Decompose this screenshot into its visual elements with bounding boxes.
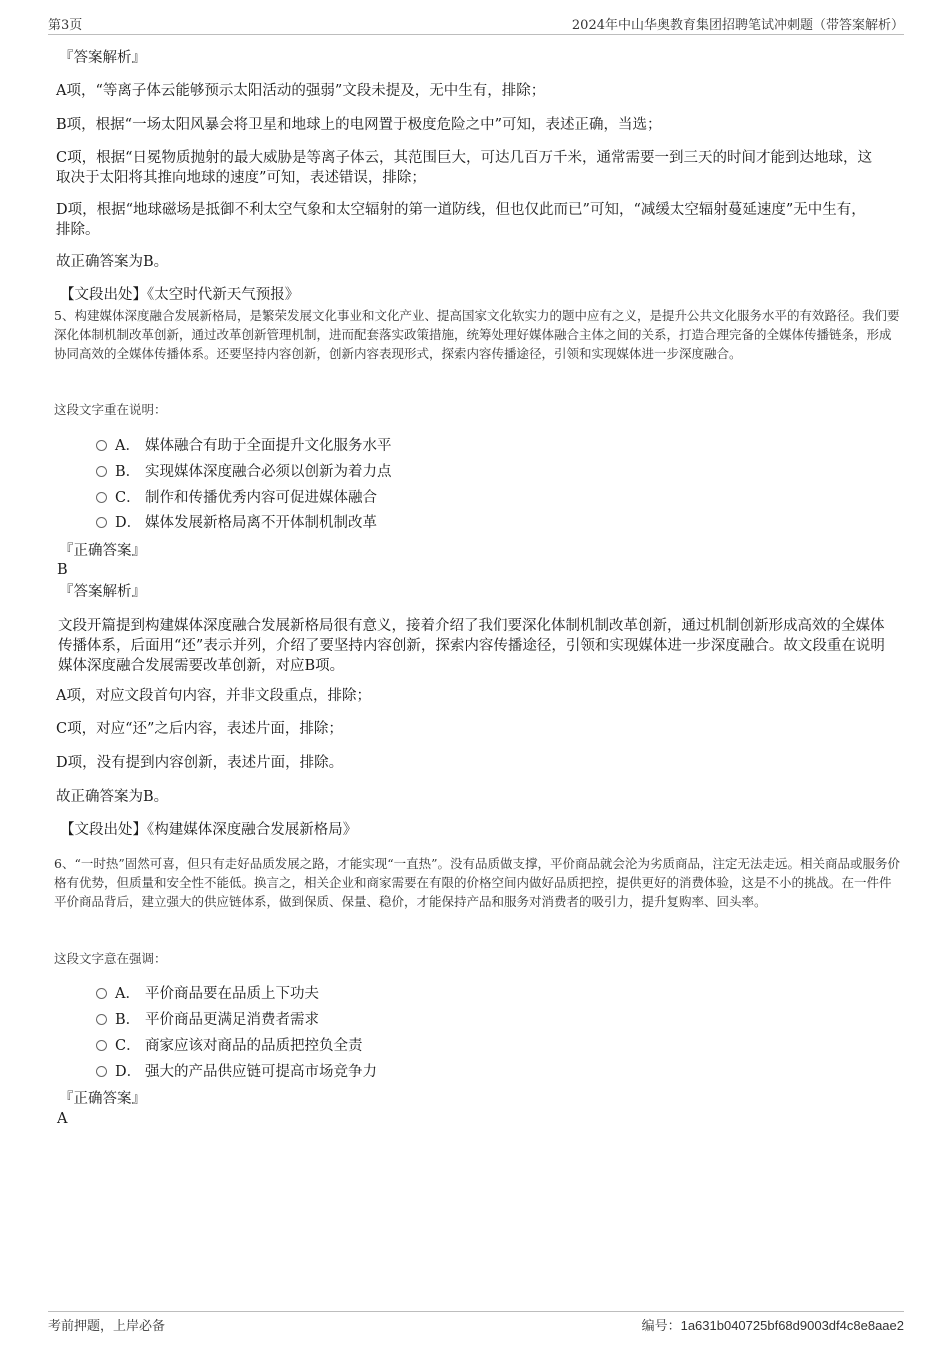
page-header (48, 14, 904, 35)
document-title: 2024年中山华奥教育集团招聘笔试冲刺题（带答案解析） (571, 18, 904, 33)
q5-source: 【文段出处】《构建媒体深度融合发展新格局》 (60, 822, 358, 838)
option-letter: D． (115, 515, 142, 531)
q6-answer: A (57, 1111, 68, 1127)
radio-icon[interactable] (96, 440, 107, 451)
q5-conclusion: 故正确答案为B。 (56, 789, 169, 805)
option-letter: D． (115, 1064, 142, 1080)
option-text: 实现媒体深度融合必须以创新为着力点 (145, 464, 392, 480)
q5-analysis-c: C项，对应“还”之后内容，表述片面，排除； (56, 721, 343, 737)
radio-icon[interactable] (96, 988, 107, 999)
document-code (642, 1315, 904, 1334)
q6-option-a[interactable] (96, 984, 319, 1004)
option-text: 商家应该对商品的品质把控负全责 (145, 1038, 363, 1054)
q5-stem: 这段文字重在说明： (54, 402, 167, 417)
footer-slogan: 考前押题，上岸必备 (48, 1319, 166, 1334)
radio-icon[interactable] (96, 517, 107, 528)
q5-analysis-d: D项，没有提到内容创新，表述片面，排除。 (56, 755, 344, 771)
q5-passage: 5、构建媒体深度融合发展新格局，是繁荣发展文化事业和文化产业、提高国家文化软实力的题中应有之义，是提升公共文化服务水平的有效路径。我们要深化体制机制改革创新，通过改革创新管理机制，进而配套落实政策措施，统筹处理好媒体融合主体之间的关系，打造合理完备的全媒体传播链条，形成协同高效的全媒体传播体系。还要坚持内容创新，创新内容表现形式，探索内容传播途径，引领和实现媒体进一步深度融合。 (54, 308, 900, 361)
q5-option-b[interactable] (96, 462, 392, 482)
code-label: 编号： (641, 1319, 681, 1334)
q4-analysis-a: A项，“等离子体云能够预示太阳活动的强弱”文段未提及，无中生有，排除； (56, 83, 546, 99)
option-text: 强大的产品供应链可提高市场竞争力 (145, 1064, 377, 1080)
radio-icon[interactable] (96, 1066, 107, 1077)
option-letter: C． (115, 490, 141, 506)
radio-icon[interactable] (96, 1014, 107, 1025)
radio-icon[interactable] (96, 466, 107, 477)
q5-answer: B (57, 562, 68, 578)
q6-answer-label: 『正确答案』 (59, 1091, 146, 1107)
option-letter: A． (115, 986, 140, 1002)
q6-option-c[interactable] (96, 1036, 363, 1056)
option-letter: A． (115, 438, 140, 454)
option-letter: B． (115, 1012, 141, 1028)
q5-answer-label: 『正确答案』 (59, 543, 146, 559)
q5-analysis-label: 『答案解析』 (59, 584, 146, 600)
radio-icon[interactable] (96, 1040, 107, 1051)
page-number: 第3页 (48, 18, 83, 33)
q5-option-d[interactable] (96, 513, 377, 533)
q5-analysis-main: 文段开篇提到构建媒体深度融合发展新格局很有意义，接着介绍了我们要深化体制机制改革创新，通过机制创新形成高效的全媒体传播体系，后面用“还”表示并列，介绍了要坚持内容创新，探索内容传播途径，引领和实现媒体进一步深度融合。故文段重在说明媒体深度融合发展需要改革创新，对应B项。 (58, 618, 885, 674)
option-text: 平价商品要在品质上下功夫 (145, 986, 319, 1002)
option-letter: B． (115, 464, 141, 480)
q4-analysis-d: D项，根据“地球磁场是抵御不利太空气象和太空辐射的第一道防线，但也仅此而已”可知，“减缓太空辐射蔓延速度”无中生有，排除。 (56, 202, 866, 238)
option-text: 制作和传播优秀内容可促进媒体融合 (145, 490, 377, 506)
q6-option-d[interactable] (96, 1062, 377, 1082)
q5-option-c[interactable] (96, 488, 377, 508)
option-letter: C． (115, 1038, 141, 1054)
option-text: 平价商品更满足消费者需求 (145, 1012, 319, 1028)
q5-option-a[interactable] (96, 436, 392, 456)
q4-analysis-label: 『答案解析』 (59, 50, 146, 66)
code-value: 1a631b040725bf68d9003df4c8e8aae2 (680, 1318, 904, 1333)
page-footer (48, 1311, 904, 1336)
q4-conclusion: 故正确答案为B。 (56, 254, 169, 270)
q4-source: 【文段出处】《太空时代新天气预报》 (60, 287, 300, 303)
q5-analysis-a: A项，对应文段首句内容，并非文段重点，排除； (56, 688, 371, 704)
q4-analysis-b: B项，根据“一场太阳风暴会将卫星和地球上的电网置于极度危险之中”可知，表述正确，当选； (56, 117, 662, 133)
option-text: 媒体融合有助于全面提升文化服务水平 (145, 438, 392, 454)
q6-stem: 这段文字意在强调： (54, 951, 167, 966)
q6-option-b[interactable] (96, 1010, 319, 1030)
radio-icon[interactable] (96, 492, 107, 503)
q4-analysis-c: C项，根据“日冕物质抛射的最大威胁是等离子体云，其范围巨大，可达几百万千米，通常需要一到三天的时间才能到达地球，这取决于太阳将其推向地球的速度”可知，表述错误，排除； (56, 150, 873, 186)
option-text: 媒体发展新格局离不开体制机制改革 (145, 515, 377, 531)
q6-passage: 6、“一时热”固然可喜，但只有走好品质发展之路，才能实现“一直热”。没有品质做支撑，平价商品就会沦为劣质商品，注定无法走远。相关商品或服务价格有优势，但质量和安全性不能低。换言之，相关企业和商家需要在有限的价格空间内做好品质把控，提供更好的消费体验，这是不小的挑战。在一件件平价商品背后，建立强大的供应链体系，做到保质、保量、稳价，才能保持产品和服务对消费者的吸引力，提升复购率、回头率。 (54, 856, 901, 909)
